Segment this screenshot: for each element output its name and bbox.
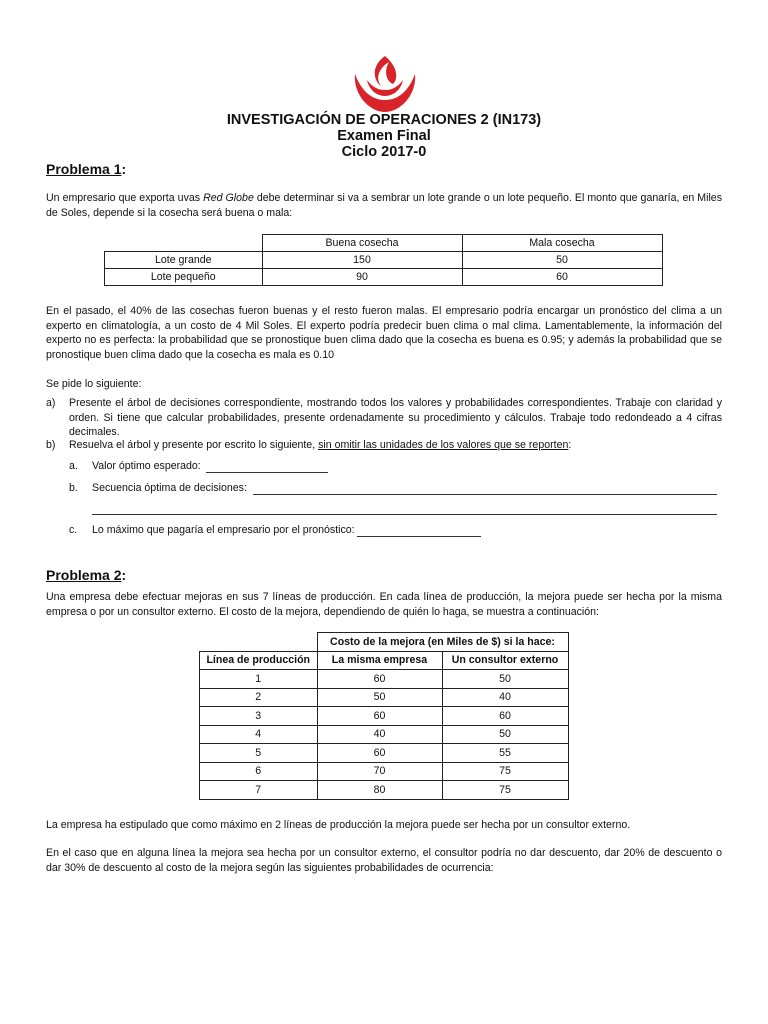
university-logo-icon (349, 50, 421, 114)
sub-c-label: c. (69, 524, 78, 536)
item-a-label: a) (46, 397, 56, 409)
problem-2-intro: Una empresa debe efectuar mejoras en sus 7 líneas de producción. En cada línea de producción, la mejora puede ser hecha por la misma empresa o por un consultor externo. El costo de la mejora, dependiendo de quién lo haga, se muestra a continuación: (46, 591, 722, 618)
problem-2-title: Problema 2: (46, 567, 127, 583)
table-row: 7 80 75 (200, 781, 569, 800)
improvement-cost-table (199, 632, 569, 800)
table-row: 4 40 50 (200, 725, 569, 744)
answer-blank-a[interactable] (206, 472, 328, 473)
exam-cycle: Ciclo 2017-0 (341, 144, 427, 160)
sub-a-label: a. (69, 460, 78, 472)
col-line: Línea de producción (200, 651, 318, 670)
col-ext: Un consultor externo (442, 651, 568, 670)
col-good-harvest: Buena cosecha (262, 235, 462, 252)
sub-b-text: Secuencia óptima de decisiones: (92, 482, 247, 494)
answer-blank-b1[interactable] (253, 494, 717, 495)
table-row: 2 50 40 (200, 688, 569, 707)
problem-2-note-1: La empresa ha estipulado que como máximo en 2 líneas de producción la mejora puede ser hecha por un consultor externo. (46, 819, 631, 831)
answer-blank-c[interactable] (357, 536, 481, 537)
problem-1-title: Problema 1: (46, 161, 127, 177)
sub-b-label: b. (69, 482, 78, 494)
table-row: 1 60 50 (200, 670, 569, 689)
col-own: La misma empresa (317, 651, 442, 670)
item-a-text: Presente el árbol de decisiones correspondiente, mostrando todos los valores y probabilidades correspondientes. Trabaje con claridad y orden. Si tiene que calcular probabilidades, presente ordenadamente su procedimiento y cálculos. Trabaje todo redondeado a 4 cifras decimales. (69, 397, 722, 439)
harvest-table (104, 234, 663, 286)
group-header: Costo de la mejora (en Miles de $) si la hace: (317, 633, 568, 652)
item-b-label: b) (46, 439, 56, 451)
problem-1-context: En el pasado, el 40% de las cosechas fueron buenas y el resto fueron malas. El empresario podría encargar un pronóstico del clima a un experto en climatología, a un costo de 4 Mil Soles. El experto podría predecir buen clima o mal clima. Lamentablemente, la información del experto no es perfecta: la probabilidad que se pronostique buen clima dado que la cosecha es buena es 0.95; y además la probabilidad que se pronostique buen clima dado que la cosecha es mala es 0.10 (46, 305, 722, 361)
sub-a-text: Valor óptimo esperado: (92, 460, 201, 472)
table-row: 3 60 60 (200, 707, 569, 726)
item-b-text: Resuelva el árbol y presente por escrito lo siguiente, sin omitir las unidades de los valores que se reporten: (69, 439, 572, 451)
asks-label: Se pide lo siguiente: (46, 378, 142, 390)
col-bad-harvest: Mala cosecha (462, 235, 662, 252)
table-row: Lote grande 150 50 (105, 252, 663, 269)
sub-c-text: Lo máximo que pagaría el empresario por el pronóstico: (92, 524, 355, 536)
table-row: 6 70 75 (200, 762, 569, 781)
table-row: Lote pequeño 90 60 (105, 269, 663, 286)
problem-2-note-2: En el caso que en alguna línea la mejora sea hecha por un consultor externo, el consultor podría no dar descuento, dar 20% de descuento o dar 30% de descuento al costo de la mejora según las siguientes probabilidades de ocurrencia: (46, 847, 722, 874)
exam-subtitle: Examen Final (337, 128, 431, 144)
problem-1-intro: Un empresario que exporta uvas Red Globe debe determinar si va a sembrar un lote grande o un lote pequeño. El monto que ganaría, en Miles de Soles, depende si la cosecha será buena o mala: (46, 192, 722, 219)
answer-blank-b2[interactable] (92, 514, 717, 515)
exam-title: INVESTIGACIÓN DE OPERACIONES 2 (IN173) (226, 112, 542, 128)
table-row: 5 60 55 (200, 744, 569, 763)
